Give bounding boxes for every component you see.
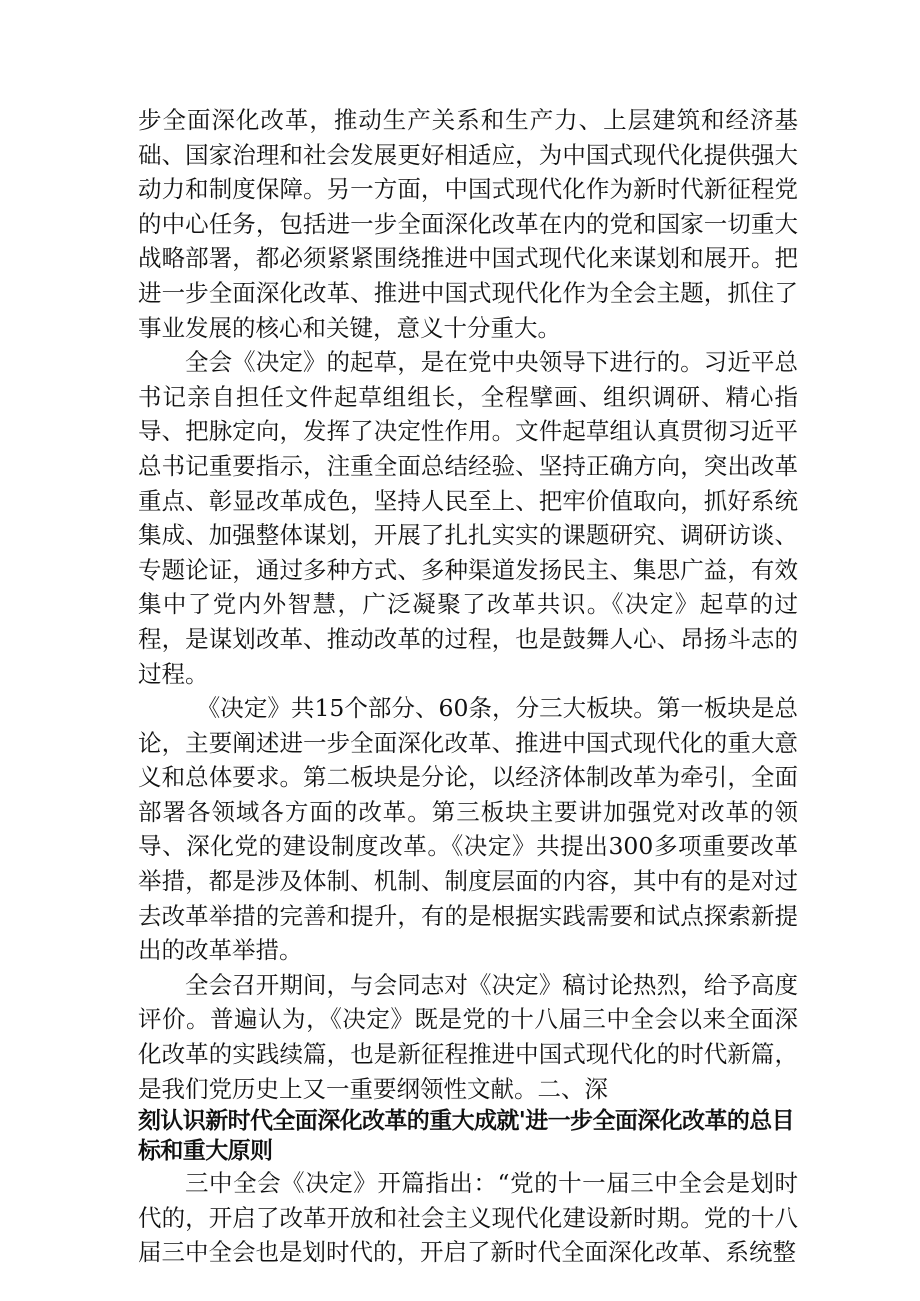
document-page bbox=[138, 103, 798, 1270]
paragraph-structure: 《决定》共15个部分、60条，分三大板块。第一板块是总论，主要阐述进一步全面深化改革、推进中国式现代化的重大意义和总体要求。第二板块是分论，以经济体制改革为牵引，全面部署各领域各方面的改革。第三板块主要讲加强党对改革的领导、深化党的建设制度改革。《决定》共提出300多项重要改革举措，都是涉及体制、机制、制度层面的内容，其中有的是对过去改革举措的完善和提升，有的是根据实践需要和试点探索新提出的改革举措。 bbox=[138, 694, 798, 965]
paragraph-drafting: 全会《决定》的起草，是在党中央领导下进行的。习近平总书记亲自担任文件起草组组长，全程擘画、组织调研、精心指导、把脉定向，发挥了决定性作用。文件起草组认真贯彻习近平总书记重要指示，注重全面总结经验、坚持正确方向，突出改革重点、彰显改革成色，坚持人民至上、把牢价值取向，抓好系统集成、加强整体谋划，开展了扎扎实实的课题研究、调研访谈、专题论证，通过多种方式、多种渠道发扬民主、集思广益，有效集中了党内外智慧，广泛凝聚了改革共识。《决定》起草的过程，是谋划改革、推动改革的过程，也是鼓舞人心、昂扬斗志的过程。 bbox=[138, 348, 798, 688]
paragraph-opening: 三中全会《决定》开篇指出：“党的十一届三中全会是划时代的，开启了改革开放和社会主义现代化建设新时期。党的十八届三中全会也是划时代的，开启了新时代全面深化改革、系统整 bbox=[138, 1169, 798, 1267]
section-heading: 刻认识新时代全面深化改革的重大成就'进一步全面深化改革的总目标和重大原则 bbox=[138, 1108, 795, 1165]
paragraph-continuation: 步全面深化改革，推动生产关系和生产力、上层建筑和经济基础、国家治理和社会发展更好相适应，为中国式现代化提供强大动力和制度保障。另一方面，中国式现代化作为新时代新征程党的中心任务，包括进一步全面深化改革在内的党和国家一切重大战略部署，都必须紧紧围绕推进中国式现代化来谋划和展开。把进一步全面深化改革、推进中国式现代化作为全会主题，抓住了事业发展的核心和关键，意义十分重大。 bbox=[138, 106, 798, 342]
paragraph-evaluation: 全会召开期间，与会同志对《决定》稿讨论热烈，给予高度评价。普遍认为，《决定》既是党的十八届三中全会以来全面深化改革的实践续篇，也是新征程推进中国式现代化的时代新篇，是我们党历史上又一重要纲领性文献。二、深 bbox=[138, 970, 798, 1103]
